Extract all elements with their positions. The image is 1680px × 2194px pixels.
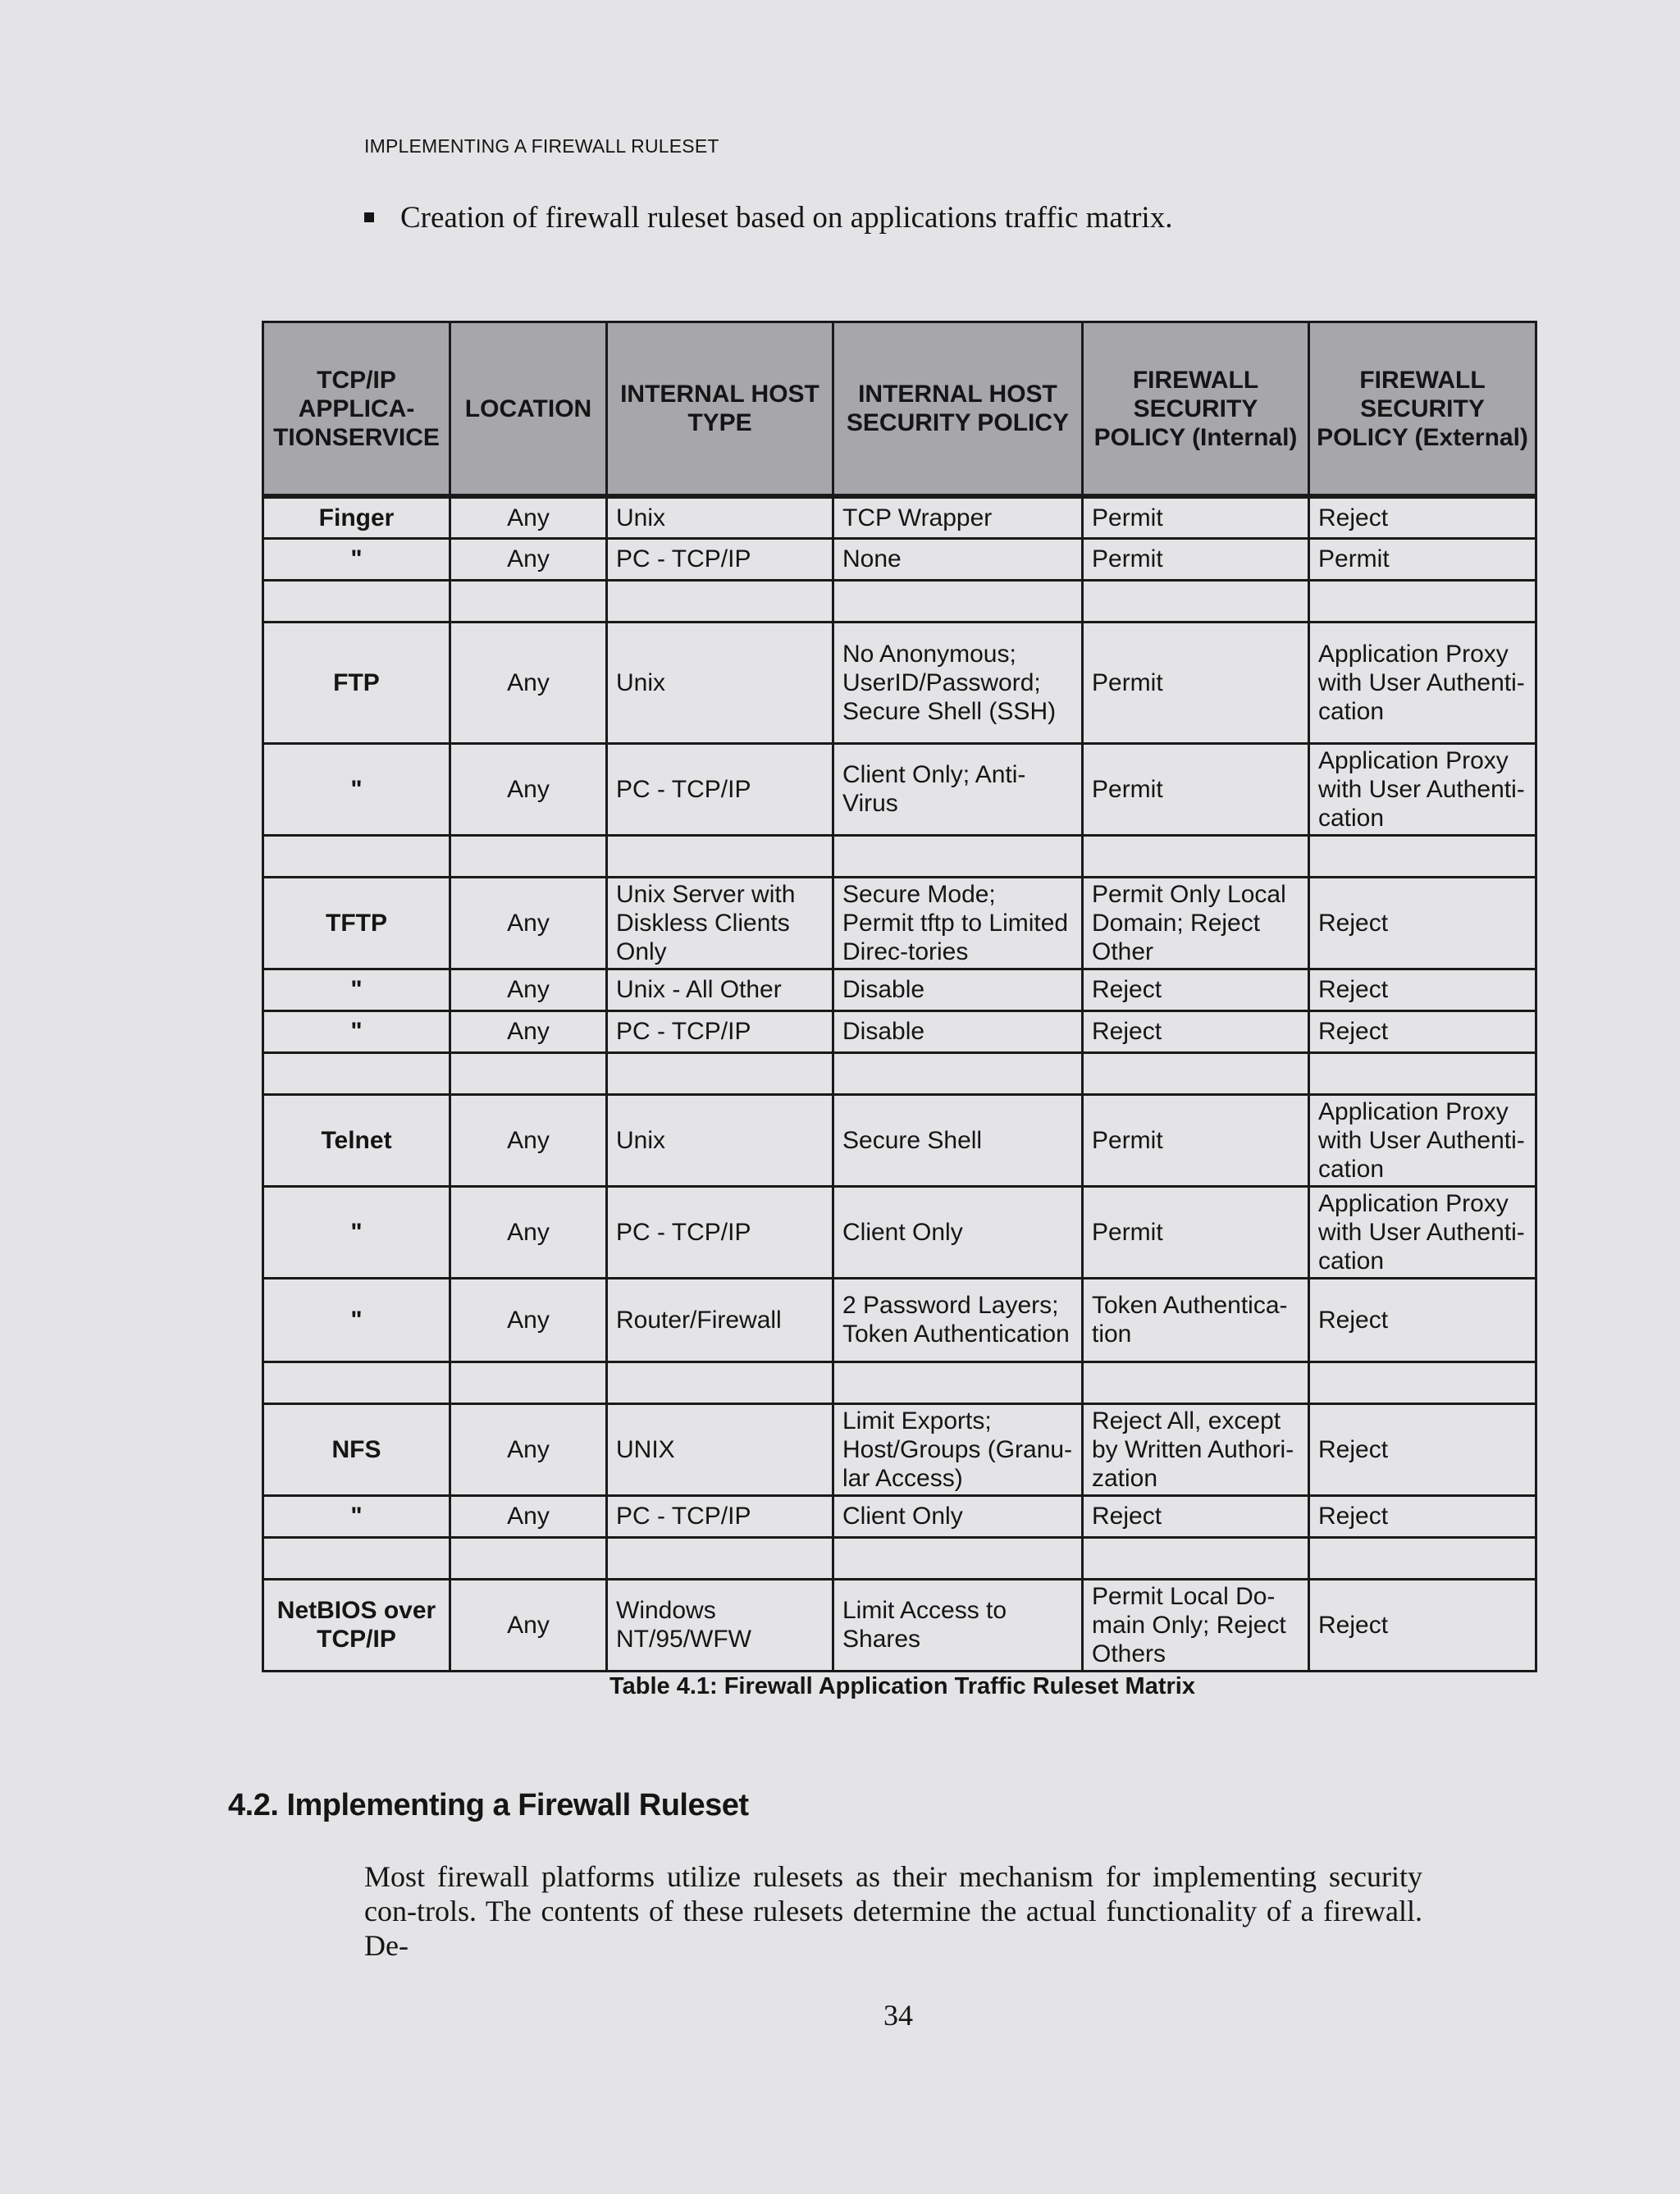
header-host-policy: INTERNAL HOST SECURITY POLICY (833, 322, 1083, 497)
cell-service (263, 1052, 450, 1094)
cell-location (450, 1052, 607, 1094)
cell-location: Any (450, 743, 607, 835)
header-host-type: INTERNAL HOST TYPE (607, 322, 833, 497)
cell-host-policy: Client Only (833, 1186, 1083, 1278)
cell-location: Any (450, 1186, 607, 1278)
cell-host-type: Unix - All Other (607, 969, 833, 1010)
cell-service: " (263, 743, 450, 835)
cell-fw-external: Application Proxy with User Authenti-cation (1309, 743, 1536, 835)
cell-location (450, 1537, 607, 1579)
cell-host-policy: None (833, 538, 1083, 580)
cell-service (263, 580, 450, 622)
cell-fw-external: Reject (1309, 1010, 1536, 1052)
cell-service (263, 835, 450, 877)
page-number: 34 (883, 1999, 913, 2032)
cell-service: " (263, 538, 450, 580)
cell-fw-internal: Token Authentica-tion (1083, 1278, 1309, 1362)
cell-service: Telnet (263, 1094, 450, 1186)
cell-host-type: PC - TCP/IP (607, 1495, 833, 1537)
cell-location: Any (450, 1495, 607, 1537)
cell-host-type: PC - TCP/IP (607, 743, 833, 835)
cell-host-type: UNIX (607, 1403, 833, 1495)
cell-host-type: Windows NT/95/WFW (607, 1579, 833, 1671)
cell-fw-internal: Permit (1083, 496, 1309, 538)
table-row (263, 622, 1536, 743)
table-row (263, 1495, 1536, 1537)
cell-host-policy (833, 1537, 1083, 1579)
cell-fw-external (1309, 1362, 1536, 1403)
cell-host-policy: Limit Access to Shares (833, 1579, 1083, 1671)
cell-service: " (263, 1186, 450, 1278)
table-row (263, 1010, 1536, 1052)
table-row (263, 743, 1536, 835)
cell-host-policy: Secure Shell (833, 1094, 1083, 1186)
table-row (263, 1579, 1536, 1671)
cell-service (263, 1537, 450, 1579)
cell-fw-internal: Permit (1083, 622, 1309, 743)
cell-fw-internal: Permit (1083, 1186, 1309, 1278)
cell-fw-external: Reject (1309, 1403, 1536, 1495)
cell-host-policy (833, 835, 1083, 877)
header-fw-internal: FIREWALL SECURITY POLICY (Internal) (1083, 322, 1309, 497)
cell-fw-internal: Reject (1083, 969, 1309, 1010)
cell-fw-internal (1083, 1362, 1309, 1403)
cell-location (450, 835, 607, 877)
bullet-item (364, 200, 1172, 235)
cell-fw-external: Reject (1309, 1579, 1536, 1671)
cell-host-type: Unix (607, 622, 833, 743)
cell-fw-external: Permit (1309, 538, 1536, 580)
cell-host-type: Unix Server with Diskless Clients Only (607, 877, 833, 969)
table-row (263, 538, 1536, 580)
cell-fw-internal (1083, 1537, 1309, 1579)
table-row (263, 1403, 1536, 1495)
cell-host-policy (833, 1052, 1083, 1094)
header-fw-external: FIREWALL SECURITY POLICY (External) (1309, 322, 1536, 497)
cell-host-type: PC - TCP/IP (607, 1010, 833, 1052)
cell-fw-external: Application Proxy with User Authenti-cation (1309, 1094, 1536, 1186)
cell-host-type (607, 835, 833, 877)
cell-fw-external (1309, 580, 1536, 622)
cell-fw-internal (1083, 835, 1309, 877)
cell-host-policy: No Anonymous; UserID/Password; Secure Shell (SSH) (833, 622, 1083, 743)
body-paragraph: Most firewall platforms utilize rulesets as their mechanism for implementing security con-trols. The contents of these rulesets determine the actual functionality of a firewall. De- (364, 1860, 1422, 1962)
cell-host-policy: Limit Exports; Host/Groups (Granu-lar Access) (833, 1403, 1083, 1495)
spacer-row (263, 835, 1536, 877)
cell-host-type: PC - TCP/IP (607, 1186, 833, 1278)
cell-fw-internal: Reject (1083, 1010, 1309, 1052)
cell-fw-external: Application Proxy with User Authenti-cation (1309, 1186, 1536, 1278)
spacer-row (263, 580, 1536, 622)
table-caption: Table 4.1: Firewall Application Traffic Ruleset Matrix (609, 1673, 1195, 1699)
cell-fw-external: Reject (1309, 877, 1536, 969)
bullet-icon (364, 212, 374, 222)
header-service: TCP/IP APPLICA-TIONSERVICE (263, 322, 450, 497)
table-row (263, 877, 1536, 969)
header-location: LOCATION (450, 322, 607, 497)
cell-fw-internal: Permit Only Local Domain; Reject Other (1083, 877, 1309, 969)
running-header: IMPLEMENTING A FIREWALL RULESET (364, 135, 719, 157)
cell-fw-internal (1083, 580, 1309, 622)
cell-service: TFTP (263, 877, 450, 969)
cell-fw-internal: Permit (1083, 1094, 1309, 1186)
cell-host-policy: Client Only; Anti-Virus (833, 743, 1083, 835)
cell-fw-external: Reject (1309, 1495, 1536, 1537)
section-heading: 4.2. Implementing a Firewall Ruleset (228, 1788, 749, 1822)
cell-fw-external (1309, 1052, 1536, 1094)
cell-service: NFS (263, 1403, 450, 1495)
cell-host-policy: Secure Mode; Permit tftp to Limited Direc-tories (833, 877, 1083, 969)
cell-fw-external: Reject (1309, 1278, 1536, 1362)
table-header-row (263, 322, 1536, 497)
cell-service: " (263, 1278, 450, 1362)
table-row (263, 1094, 1536, 1186)
cell-host-policy: Disable (833, 969, 1083, 1010)
cell-fw-internal (1083, 1052, 1309, 1094)
cell-location: Any (450, 1094, 607, 1186)
cell-fw-external (1309, 835, 1536, 877)
cell-service: " (263, 969, 450, 1010)
cell-fw-external (1309, 1537, 1536, 1579)
cell-fw-internal: Permit (1083, 743, 1309, 835)
table-row (263, 496, 1536, 538)
cell-location (450, 580, 607, 622)
cell-location: Any (450, 1579, 607, 1671)
cell-location (450, 1362, 607, 1403)
cell-service: NetBIOS over TCP/IP (263, 1579, 450, 1671)
cell-fw-external: Application Proxy with User Authenti-cation (1309, 622, 1536, 743)
cell-host-policy (833, 1362, 1083, 1403)
cell-host-policy: TCP Wrapper (833, 496, 1083, 538)
cell-host-type (607, 1362, 833, 1403)
cell-host-type (607, 1052, 833, 1094)
bullet-text: Creation of firewall ruleset based on applications traffic matrix. (400, 201, 1173, 235)
cell-location: Any (450, 1278, 607, 1362)
table-row (263, 969, 1536, 1010)
cell-fw-internal: Reject (1083, 1495, 1309, 1537)
spacer-row (263, 1537, 1536, 1579)
cell-location: Any (450, 622, 607, 743)
cell-location: Any (450, 1010, 607, 1052)
table-body (263, 496, 1536, 1671)
table-row (263, 1278, 1536, 1362)
cell-host-policy: Disable (833, 1010, 1083, 1052)
spacer-row (263, 1362, 1536, 1403)
cell-host-type: Unix (607, 496, 833, 538)
table-row (263, 1186, 1536, 1278)
cell-location: Any (450, 877, 607, 969)
cell-host-policy: 2 Password Layers; Token Authentication (833, 1278, 1083, 1362)
cell-service (263, 1362, 450, 1403)
cell-fw-internal: Permit Local Do-main Only; Reject Others (1083, 1579, 1309, 1671)
cell-location: Any (450, 969, 607, 1010)
ruleset-matrix-table (262, 321, 1537, 1672)
cell-host-type: Router/Firewall (607, 1278, 833, 1362)
cell-location: Any (450, 538, 607, 580)
cell-fw-external: Reject (1309, 969, 1536, 1010)
cell-host-type: PC - TCP/IP (607, 538, 833, 580)
cell-host-policy: Client Only (833, 1495, 1083, 1537)
cell-fw-internal: Reject All, except by Written Authori-zation (1083, 1403, 1309, 1495)
cell-location: Any (450, 1403, 607, 1495)
cell-host-type (607, 1537, 833, 1579)
spacer-row (263, 1052, 1536, 1094)
cell-host-type: Unix (607, 1094, 833, 1186)
cell-fw-external: Reject (1309, 496, 1536, 538)
cell-host-policy (833, 580, 1083, 622)
cell-location: Any (450, 496, 607, 538)
cell-service: FTP (263, 622, 450, 743)
cell-service: Finger (263, 496, 450, 538)
cell-service: " (263, 1010, 450, 1052)
cell-service: " (263, 1495, 450, 1537)
cell-host-type (607, 580, 833, 622)
cell-fw-internal: Permit (1083, 538, 1309, 580)
